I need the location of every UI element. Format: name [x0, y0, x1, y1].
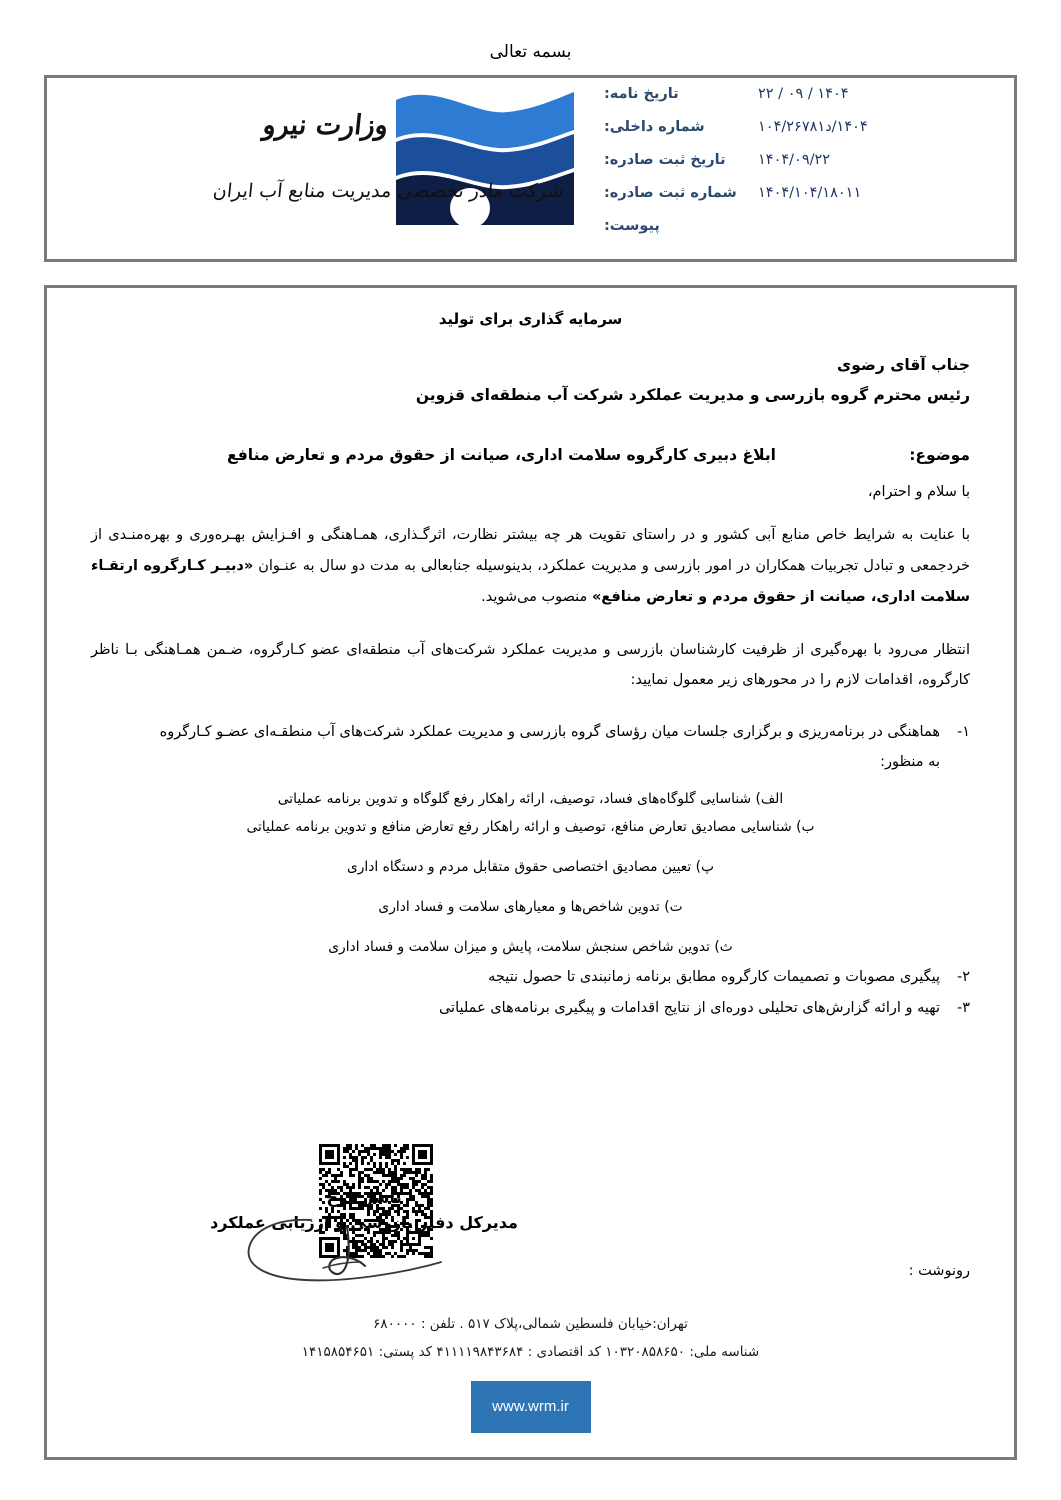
list-item-continuation: به منظور:	[880, 753, 940, 770]
signer-name: یاسر فرخ	[326, 1188, 402, 1207]
sublist-item-pe: پ) تعیین مصادیق اختصاصی حقوق متقابل مردم و دستگاه اداری	[346, 858, 715, 875]
logo-company-name: شرکت مادر تخصصی مدیریت منابع آب ایران	[212, 180, 566, 202]
letterhead-box	[44, 75, 1017, 262]
sublist-item-be: ب) شناسایی مصادیق تعارض منافع، توصیف و ارائه راهکار رفع تعارض منافع و تدوین برنامه عملیاتی	[246, 818, 815, 835]
meta-row-internal-number	[594, 119, 1014, 152]
list-item-text: تهیه و ارائه گزارش‌های تحلیلی دوره‌ای از نتایج اقدامات و پیگیری برنامه‌های عملیاتی	[438, 1000, 940, 1017]
meta-row-issue-date	[594, 152, 1014, 185]
letter-body-box	[44, 285, 1017, 1460]
basmala-text: بسمه تعالی	[489, 42, 572, 62]
sublist-item-te: ت) تدوین شاخص‌ها و معیارهای سلامت و فساد اداری	[378, 899, 683, 916]
paragraph-appointment-part2: منصوب می‌شوید.	[481, 588, 592, 605]
paragraph-appointment-part1: با عنایت به شرایط خاص منابع آبی کشور و در راستای تقویت هر چه بیشتر نظارت، اثرگـذاری، همـاهنگی و افـزایش بهـره‌وری و بهره‌منـدی از خردجمعی و تبادل تجربیات همکاران در امور بازرسی و مدیریت عملکرد، بدینوسیله جنابعالی به مدت دو سال به عنـوان	[91, 527, 971, 575]
list-item	[91, 994, 970, 1024]
paragraph-appointment-role: «دبیـر کـارگروه ارتقـاء سلامت اداری، صیانت از حقوق مردم و تعارض منافع»	[91, 558, 970, 605]
paragraph-expectation: انتظار می‌رود با بهره‌گیری از ظرفیت کارشناسان بازرسی و مدیریت عملکرد شرکت‌های آب منطقه‌ای عضو کـارگروه، ضـمن همـاهنگی بـا ناظر کارگروه، اقدامات لازم را در محورهای زیر معمول نمایید:	[91, 641, 970, 689]
list-item-marker: ۱-	[956, 724, 970, 741]
subject-row	[91, 446, 970, 464]
year-slogan: سرمایه گذاری برای تولید	[438, 310, 623, 328]
list-item-marker: ۲-	[956, 968, 970, 985]
meta-label-internal-number: شماره داخلی:	[604, 119, 705, 135]
subject-value: ابلاغ دبیری کارگروه سلامت اداری، صیانت از حقوق مردم و تعارض منافع	[227, 446, 776, 465]
meta-value-letter-date: ۱۴۰۴ / ۰۹ / ۲۲	[758, 86, 849, 102]
greeting-line: با سلام و احترام،	[867, 484, 970, 501]
footer-address: تهران:خیابان فلسطین شمالی،پلاک ۵۱۷ . تلفن : ۶۸۰۰۰۰	[373, 1316, 688, 1332]
meta-label-issue-date: تاریخ ثبت صادره:	[604, 152, 726, 168]
paragraph-appointment	[91, 520, 970, 612]
meta-label-attachment: پیوست:	[604, 218, 660, 234]
addressee-name: جناب آقای رضوی	[837, 356, 970, 374]
addressee-title: رئیس محترم گروه بازرسی و مدیریت عملکرد شرکت آب منطقه‌ای قزوین	[415, 386, 970, 405]
list-item-marker: ۳-	[956, 1000, 970, 1017]
meta-row-attachment	[594, 218, 1014, 251]
signature-block	[194, 1188, 534, 1232]
footer-ids: شناسه ملی: ۱۰۳۲۰۸۵۸۶۵۰ کد اقتصادی : ۴۱۱۱۱۹۸۴۳۶۸۴ کد پستی: ۱۴۱۵۸۵۴۶۵۱	[301, 1344, 760, 1361]
subject-label: موضوع:	[909, 446, 970, 465]
addressee-block	[91, 350, 970, 410]
organization-logo-area	[47, 78, 592, 259]
website-badge[interactable]: www.wrm.ir	[471, 1381, 591, 1433]
meta-value-issue-date: ۱۴۰۴/۰۹/۲۲	[758, 152, 831, 168]
meta-row-letter-date	[594, 86, 1014, 119]
duties-sublist	[91, 786, 970, 961]
letter-meta-fields	[594, 78, 1014, 259]
list-item-text: پیگیری مصوبات و تصمیمات کارگروه مطابق برنامه زمانبندی تا حصول نتیجه	[488, 968, 940, 985]
meta-value-internal-number: ۱۴۰۴/د۱۰۴/۲۶۷۸۱	[758, 119, 868, 135]
list-item-text: هماهنگی در برنامه‌ریزی و برگزاری جلسات میان رؤسای گروه بازرسی و مدیریت عملکرد شرکت‌های آب منطقـه‌ای عضـو کـارگروه	[159, 724, 940, 741]
duties-list	[91, 718, 970, 1024]
logo-ministry-name: وزارت نیرو	[261, 110, 390, 141]
signer-title: مدیرکل دفتر بازرسی و ارزیابی عملکرد	[210, 1213, 518, 1232]
list-item	[91, 718, 970, 777]
water-waves-logo-icon	[396, 90, 574, 225]
meta-label-letter-date: تاریخ نامه:	[604, 86, 679, 102]
footer-block	[47, 1310, 1014, 1433]
meta-row-issue-number	[594, 185, 1014, 218]
sublist-item-alef: الف) شناسایی گلوگاه‌های فساد، توصیف، ارائه راهکار رفع گلوگاه و تدوین برنامه عملیاتی	[277, 790, 784, 807]
sublist-item-se: ث) تدوین شاخص سنجش سلامت، پایش و میزان سلامت و فساد اداری	[328, 939, 733, 956]
copy-to-label: رونوشت :	[908, 1263, 970, 1279]
meta-label-issue-number: شماره ثبت صادره:	[604, 185, 737, 201]
list-item	[91, 963, 970, 993]
meta-value-issue-number: ۱۴۰۴/۱۰۴/۱۸۰۱۱	[758, 185, 862, 201]
